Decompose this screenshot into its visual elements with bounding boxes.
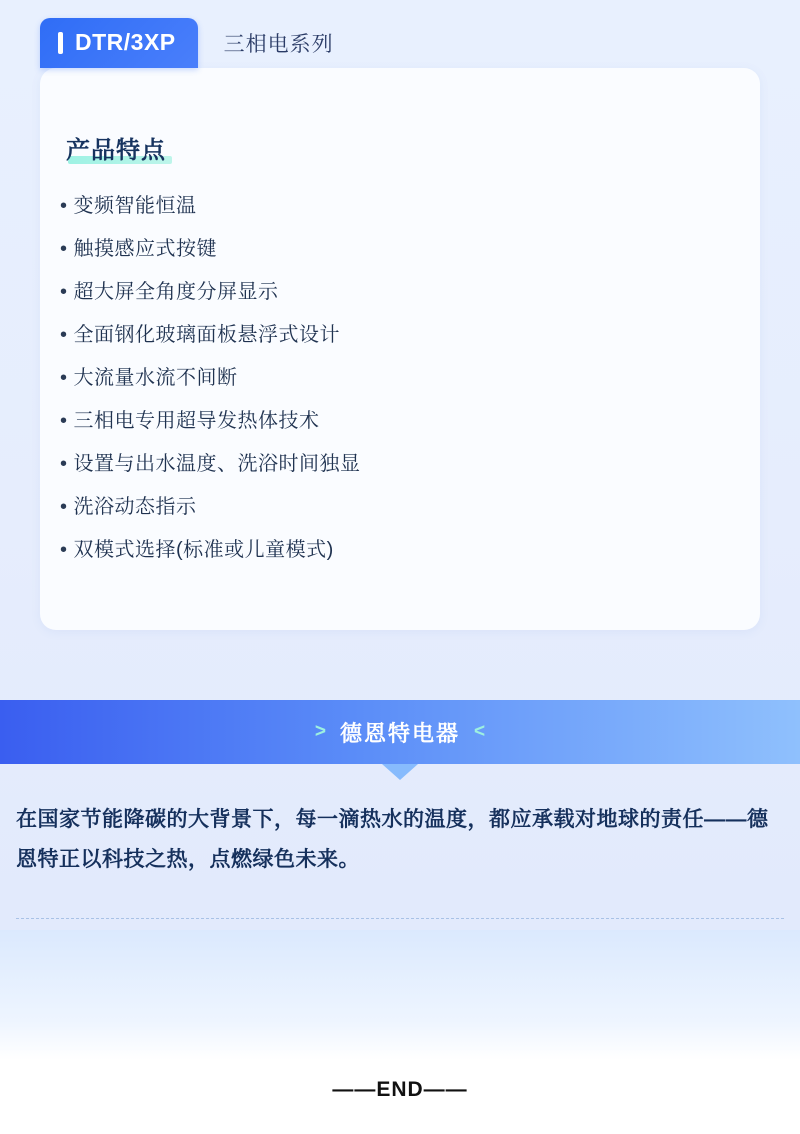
brand-banner-inner xyxy=(315,717,485,748)
bullet-icon: • xyxy=(60,410,68,432)
list-item xyxy=(60,368,736,388)
list-item xyxy=(60,325,736,345)
product-feature-card xyxy=(40,68,760,630)
chevron-left-icon: < xyxy=(474,721,486,742)
bullet-icon: • xyxy=(60,496,68,518)
list-item-label: 洗浴动态指示 xyxy=(73,496,197,518)
list-item xyxy=(60,196,736,216)
lower-background xyxy=(0,930,800,1060)
list-item-label: 触摸感应式按键 xyxy=(73,238,218,260)
list-item xyxy=(60,239,736,259)
feature-list xyxy=(60,196,736,583)
list-item-label: 双模式选择(标准或儿童模式) xyxy=(73,539,334,561)
list-item xyxy=(60,282,736,302)
list-item-label: 全面钢化玻璃面板悬浮式设计 xyxy=(73,324,341,346)
chevron-right-icon: > xyxy=(314,721,326,742)
bullet-icon: • xyxy=(60,195,68,217)
model-name: DTR/3XP xyxy=(75,29,176,55)
list-item xyxy=(60,411,736,431)
card-title: 产品特点 xyxy=(66,137,166,164)
dashed-divider xyxy=(16,918,784,919)
bullet-icon: • xyxy=(60,324,68,346)
list-item-label: 变频智能恒温 xyxy=(73,195,197,217)
list-item-label: 超大屏全角度分屏显示 xyxy=(73,281,279,303)
list-item-label: 大流量水流不间断 xyxy=(73,367,238,389)
list-item-label: 设置与出水温度、洗浴时间独显 xyxy=(73,453,361,475)
list-item xyxy=(60,540,736,560)
banner-pointer xyxy=(382,764,418,780)
bullet-icon: • xyxy=(60,367,68,389)
slogan-text: 在国家节能降碳的大背景下，每一滴热水的温度，都应承载对地球的责任——德恩特正以科技之热，点燃绿色未来。 xyxy=(16,808,769,871)
header xyxy=(40,18,334,68)
model-tab xyxy=(40,18,198,68)
brand-banner xyxy=(0,700,800,764)
bullet-icon: • xyxy=(60,281,68,303)
list-item xyxy=(60,497,736,517)
tab-accent-bar xyxy=(58,32,63,54)
brand-name: 德恩特电器 xyxy=(339,720,460,746)
list-item xyxy=(60,454,736,474)
end-label: ——END—— xyxy=(332,1078,468,1101)
card-title-wrap xyxy=(66,130,166,165)
list-item-label: 三相电专用超导发热体技术 xyxy=(73,410,320,432)
bullet-icon: • xyxy=(60,453,68,475)
bullet-icon: • xyxy=(60,238,68,260)
bullet-icon: • xyxy=(60,539,68,561)
footer xyxy=(0,1078,800,1102)
series-name: 三相电系列 xyxy=(223,33,334,56)
